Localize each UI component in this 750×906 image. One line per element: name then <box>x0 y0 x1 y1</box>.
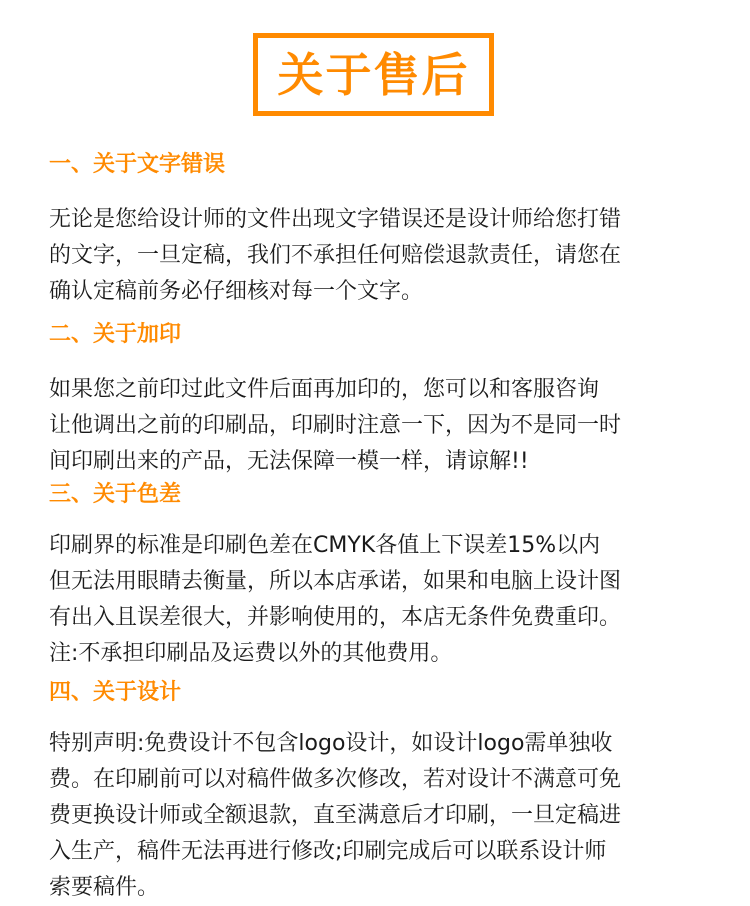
paragraph-line: 间印刷出来的产品，无法保障一模一样，请谅解!! <box>49 449 529 474</box>
paragraph-line: 索要稿件。 <box>49 875 160 900</box>
paragraph-line: 有出入且误差很大，并影响使用的，本店无条件免费重印。 <box>49 605 622 630</box>
paragraph-line: 注:不承担印刷品及运费以外的其他费用。 <box>49 641 453 666</box>
paragraph-line: 印刷界的标准是印刷色差在CMYK各值上下误差15%以内 <box>49 533 601 558</box>
paragraph-line: 无论是您给设计师的文件出现文字错误还是设计师给您打错 <box>49 207 622 232</box>
paragraph-line: 确认定稿前务必仔细核对每一个文字。 <box>49 279 424 304</box>
paragraph-line: 但无法用眼睛去衡量，所以本店承诺，如果和电脑上设计图 <box>49 569 622 594</box>
section-heading: 三、关于色差 <box>49 482 182 507</box>
section-text-errors <box>49 150 709 310</box>
paragraph-line: 让他调出之前的印刷品，印刷时注意一下，因为不是同一时 <box>49 413 622 438</box>
page-title: 关于售后 <box>277 47 470 102</box>
section-paragraph <box>49 528 709 672</box>
section-paragraph <box>49 726 709 906</box>
paragraph-line: 特别声明:免费设计不包含logo设计，如设计logo需单独收 <box>49 731 613 756</box>
section-paragraph <box>49 202 709 310</box>
paragraph-line: 的文字，一旦定稿，我们不承担任何赔偿退款责任，请您在 <box>49 243 622 268</box>
paragraph-line: 费。在印刷前可以对稿件做多次修改，若对设计不满意可免 <box>49 767 622 792</box>
content-area <box>49 150 709 906</box>
section-color-difference <box>49 480 709 672</box>
section-heading: 二、关于加印 <box>49 322 182 347</box>
paragraph-line: 费更换设计师或全额退款，直至满意后才印刷，一旦定稿进 <box>49 803 622 828</box>
section-heading: 一、关于文字错误 <box>49 152 226 177</box>
section-design <box>49 678 709 906</box>
title-frame <box>253 33 494 116</box>
section-heading: 四、关于设计 <box>49 680 182 705</box>
paragraph-line: 入生产，稿件无法再进行修改;印刷完成后可以联系设计师 <box>49 839 607 864</box>
section-paragraph <box>49 372 709 480</box>
section-reprint <box>49 320 709 480</box>
paragraph-line: 如果您之前印过此文件后面再加印的，您可以和客服咨询 <box>49 377 600 402</box>
